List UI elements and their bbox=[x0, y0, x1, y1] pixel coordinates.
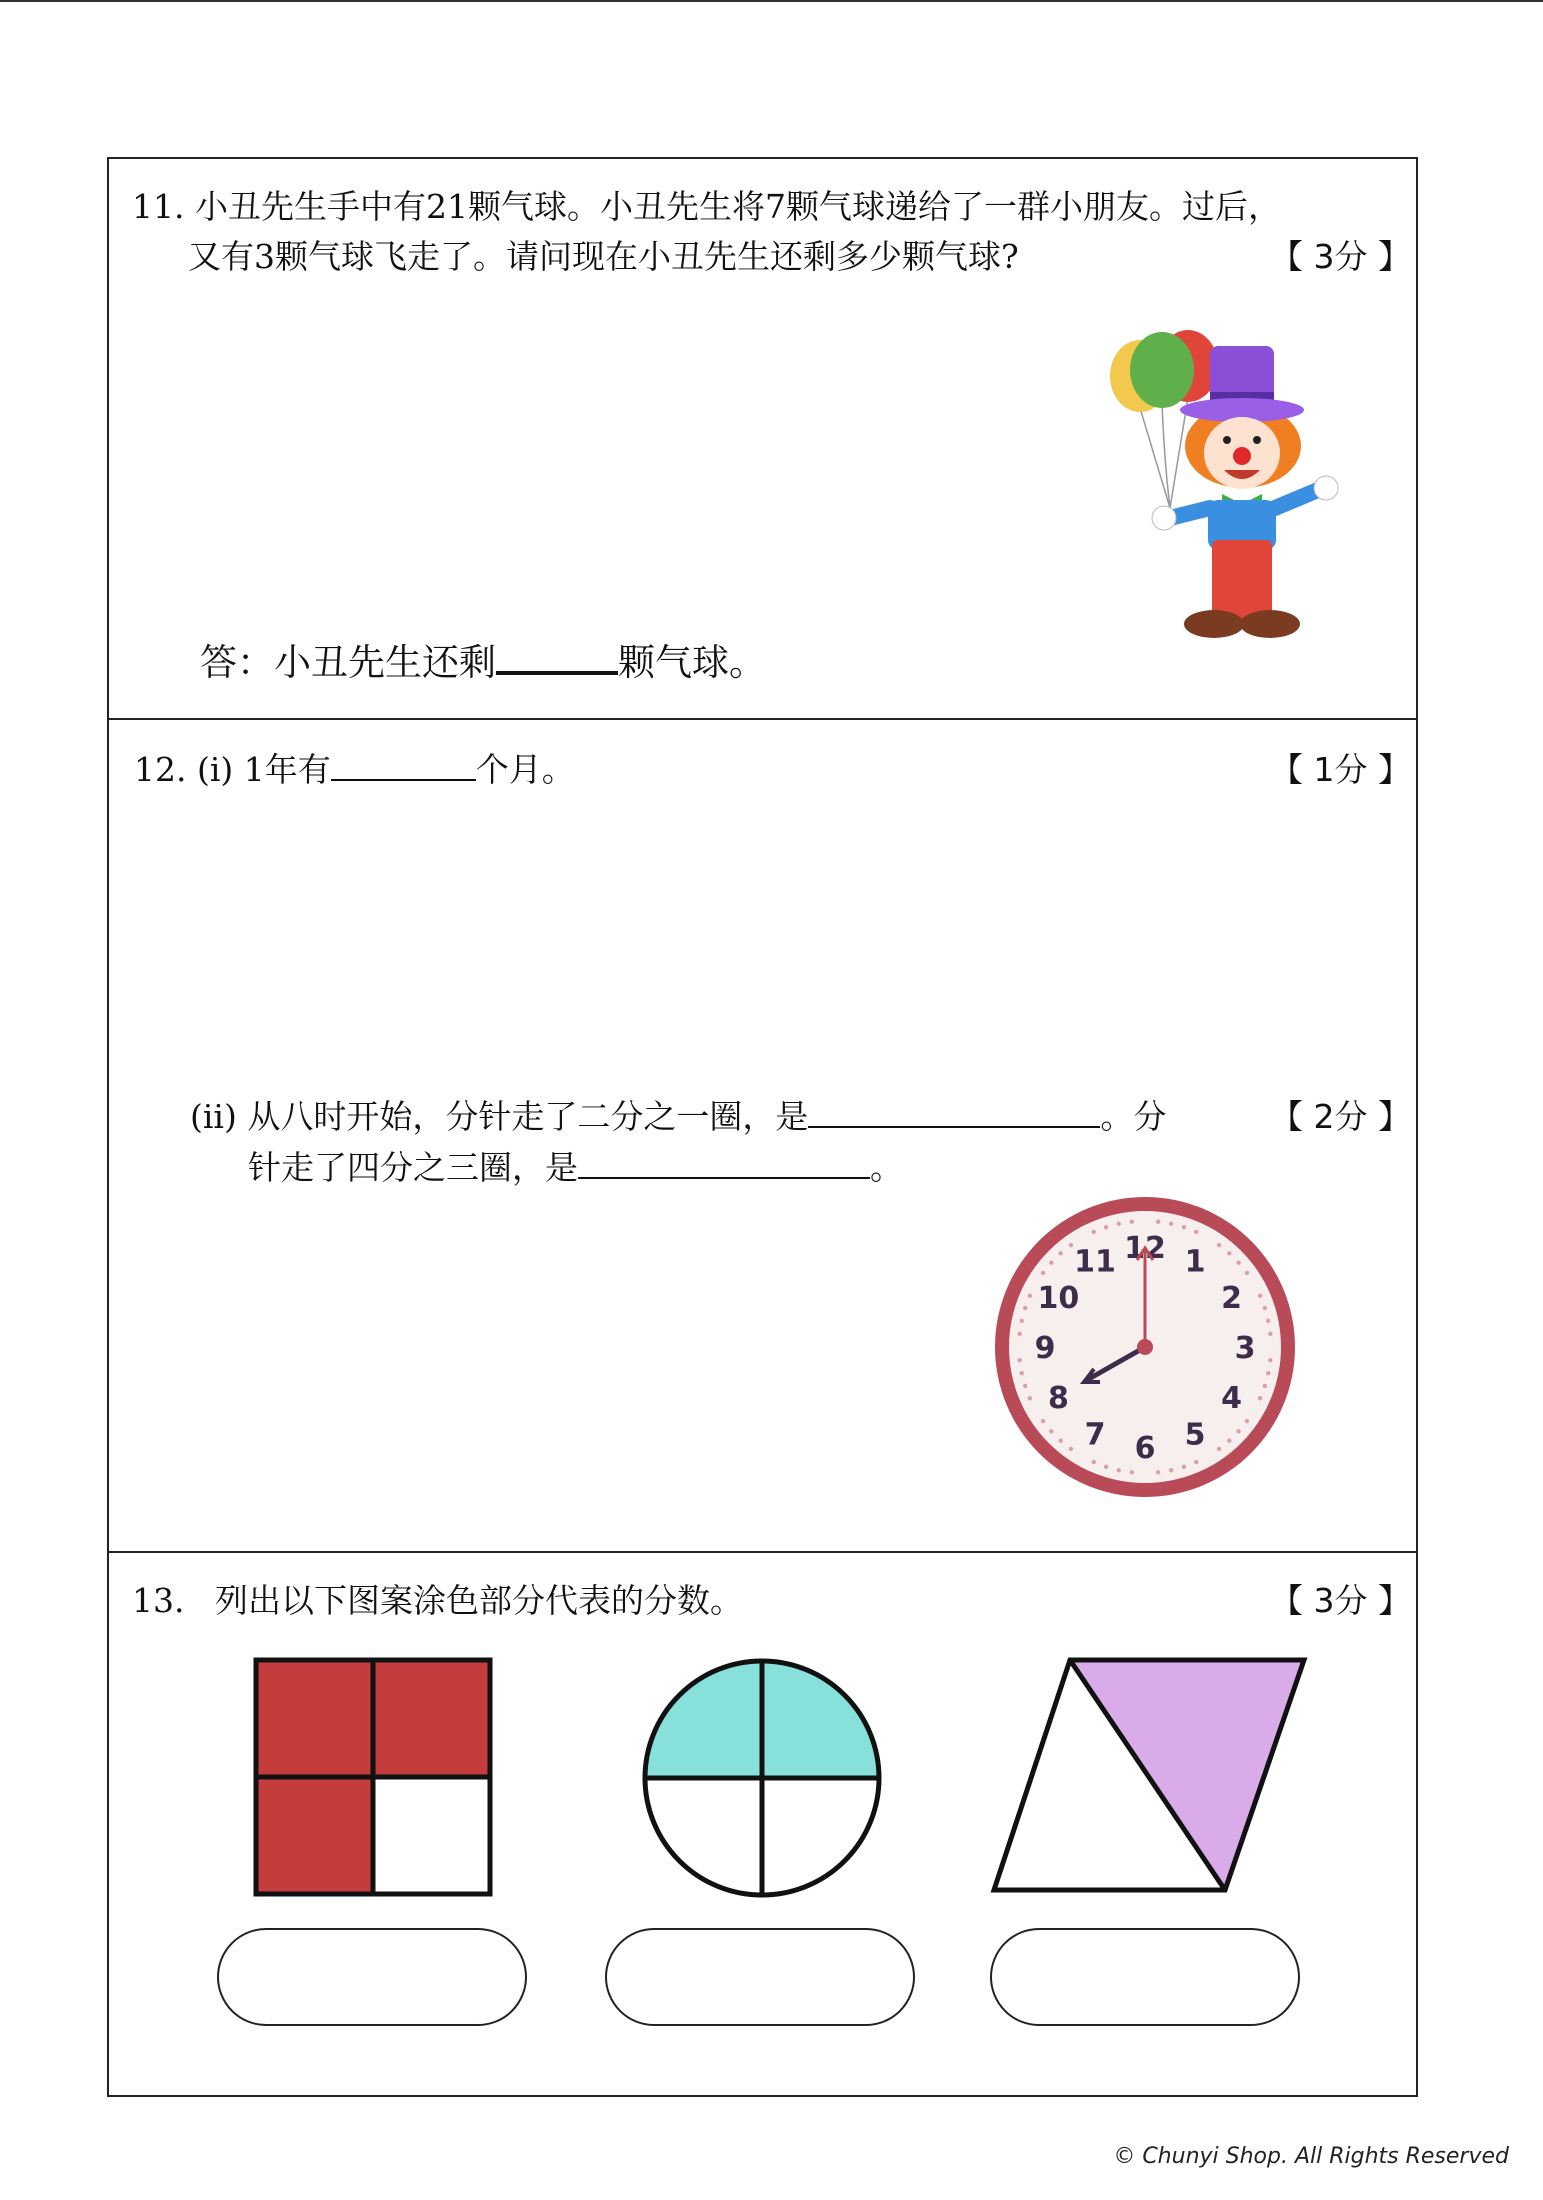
section-divider bbox=[107, 718, 1418, 720]
clock-minute-dot bbox=[1245, 1271, 1249, 1275]
square-cell-tr bbox=[373, 1660, 490, 1777]
clock-numeral: 12 bbox=[1124, 1231, 1166, 1266]
clock-minute-dot bbox=[1069, 1243, 1073, 1247]
clock-numeral: 11 bbox=[1074, 1244, 1116, 1280]
clown-arm-right bbox=[1275, 490, 1318, 508]
clock-numeral: 4 bbox=[1221, 1381, 1243, 1416]
clock-minute-dot bbox=[1258, 1396, 1262, 1400]
clock-numeral: 9 bbox=[1034, 1331, 1056, 1366]
clown-eye-left bbox=[1223, 436, 1231, 444]
q11-answer-suffix: 颗气球。 bbox=[618, 641, 766, 684]
fraction-circle bbox=[642, 1658, 882, 1898]
clown-glove-left bbox=[1152, 506, 1176, 530]
clock-numeral: 7 bbox=[1084, 1417, 1106, 1453]
clock-numeral: 8 bbox=[1047, 1381, 1069, 1416]
clock-minute-dot bbox=[1117, 1222, 1121, 1226]
square-cell-bl bbox=[256, 1777, 373, 1894]
top-rule bbox=[0, 0, 1543, 2]
clock-minute-dot bbox=[1092, 1460, 1096, 1464]
clown-illustration bbox=[1100, 318, 1360, 648]
clock-minute-dot bbox=[1236, 1429, 1240, 1433]
clock-minute-dot bbox=[1058, 1438, 1062, 1442]
section-divider bbox=[107, 1551, 1418, 1553]
clock-minute-dot bbox=[1041, 1271, 1045, 1275]
clock-minute-dot bbox=[1268, 1358, 1272, 1362]
clock-minute-dot bbox=[1041, 1419, 1045, 1423]
answer-box-square[interactable] bbox=[217, 1928, 527, 2026]
answer-box-trapezoid[interactable] bbox=[990, 1928, 1300, 2026]
clown-pants bbox=[1212, 540, 1272, 620]
clown-shoe-right bbox=[1240, 610, 1300, 638]
clock-numeral: 5 bbox=[1184, 1417, 1206, 1453]
clock-minute-dot bbox=[1263, 1384, 1267, 1388]
clock-minute-dot bbox=[1156, 1219, 1160, 1223]
q11-number: 11. bbox=[132, 187, 185, 226]
q11-line1 bbox=[132, 182, 1281, 232]
copyright-notice: © Chunyi Shop. All Rights Reserved bbox=[1113, 2144, 1509, 2169]
q13-text: 列出以下图案涂色部分代表的分数。 bbox=[214, 1581, 743, 1620]
balloon-strings bbox=[1140, 398, 1188, 508]
q12-part1-suffix: 个月。 bbox=[475, 750, 575, 789]
clock-minute-dot bbox=[1092, 1230, 1096, 1234]
q13-line bbox=[132, 1576, 743, 1626]
clock-numeral: 10 bbox=[1037, 1281, 1080, 1316]
clown-eye-right bbox=[1253, 436, 1261, 444]
q12-part2-blank1[interactable] bbox=[808, 1092, 1100, 1128]
clock-minute-dot bbox=[1023, 1384, 1027, 1388]
q12-number: 12. bbox=[134, 750, 187, 789]
trapezoid-shaded-triangle bbox=[1070, 1660, 1304, 1890]
q13-number: 13. bbox=[132, 1581, 185, 1620]
clown-glove-right bbox=[1314, 476, 1338, 500]
clock-minute-dot bbox=[1017, 1358, 1021, 1362]
clock-minute-dot bbox=[1258, 1294, 1262, 1298]
q11-answer-prefix: 答：小丑先生还剩 bbox=[200, 641, 496, 684]
q12-part1-marks: 【 1分 】 bbox=[1270, 750, 1411, 789]
q12-part2-text1: 从八时开始，分针走了二分之一圈，是 bbox=[247, 1097, 809, 1136]
clock-minute-dot bbox=[1058, 1251, 1062, 1255]
q12-part2-text2: 针走了四分之三圈，是 bbox=[248, 1148, 578, 1187]
q11-answer-line bbox=[200, 638, 766, 688]
clock-numeral: 3 bbox=[1234, 1331, 1256, 1366]
clock-minute-dot bbox=[1028, 1294, 1032, 1298]
q11-text-line2: 又有3颗气球飞走了。请问现在小丑先生还剩多少颗气球? bbox=[188, 237, 1019, 276]
clock-minute-dot bbox=[1266, 1371, 1270, 1375]
clock-minute-dot bbox=[1156, 1470, 1160, 1474]
clown-shoe-left bbox=[1184, 610, 1244, 638]
answer-box-circle[interactable] bbox=[605, 1928, 915, 2026]
clock-minute-dot bbox=[1194, 1460, 1198, 1464]
clock-minute-dot bbox=[1182, 1465, 1186, 1469]
clock-numeral: 6 bbox=[1134, 1431, 1156, 1466]
q12-part2-line1 bbox=[190, 1092, 1166, 1142]
q12-part1-line bbox=[134, 745, 575, 795]
clown-nose bbox=[1233, 447, 1251, 465]
q11-answer-blank[interactable] bbox=[496, 641, 618, 675]
clock-minute-dot bbox=[1169, 1468, 1173, 1472]
clock-minute-dot bbox=[1104, 1465, 1108, 1469]
q12-part1-prefix: 1年有 bbox=[243, 750, 331, 789]
q12-part2-text1-end: 。分 bbox=[1100, 1097, 1167, 1136]
clock-minute-dot bbox=[1263, 1306, 1267, 1310]
clock-minute-dot bbox=[1236, 1260, 1240, 1264]
q12-part2-text2-end: 。 bbox=[870, 1148, 903, 1187]
clock-minute-dot bbox=[1182, 1225, 1186, 1229]
clock-minute-dot bbox=[1130, 1219, 1134, 1223]
clock-minute-dot bbox=[1227, 1251, 1231, 1255]
clock-minute-dot bbox=[1017, 1332, 1021, 1336]
fraction-square bbox=[254, 1658, 492, 1896]
clock-minute-dot bbox=[1266, 1319, 1270, 1323]
q13-marks: 【 3分 】 bbox=[1270, 1581, 1411, 1620]
clock-minute-dot bbox=[1028, 1396, 1032, 1400]
square-cell-tl bbox=[256, 1660, 373, 1777]
q12-part2-line2 bbox=[248, 1143, 903, 1193]
clock-minute-dot bbox=[1194, 1230, 1198, 1234]
clock-minute-dot bbox=[1169, 1222, 1173, 1226]
clock-minute-dot bbox=[1104, 1225, 1108, 1229]
clock-minute-dot bbox=[1023, 1306, 1027, 1310]
clock-minute-dot bbox=[1020, 1319, 1024, 1323]
clock-minute-dot bbox=[1245, 1419, 1249, 1423]
clock-illustration bbox=[990, 1192, 1300, 1502]
clock-minute-dot bbox=[1130, 1470, 1134, 1474]
clock-minute-dot bbox=[1227, 1438, 1231, 1442]
q12-part1-label: (i) bbox=[196, 750, 234, 789]
clock-minute-dot bbox=[1069, 1447, 1073, 1451]
clock-minute-dot bbox=[1049, 1429, 1053, 1433]
clock-minute-dot bbox=[1117, 1468, 1121, 1472]
q12-part2-blank2[interactable] bbox=[578, 1143, 870, 1179]
q12-part1-blank[interactable] bbox=[331, 745, 476, 781]
square-cell-br bbox=[373, 1777, 490, 1894]
clock-numeral: 2 bbox=[1221, 1281, 1243, 1316]
balloon-green bbox=[1130, 332, 1194, 408]
clock-minute-dot bbox=[1268, 1332, 1272, 1336]
q12-part2-label: (ii) bbox=[190, 1097, 237, 1136]
clock-center bbox=[1137, 1339, 1153, 1355]
q11-text-line1: 小丑先生手中有21颗气球。小丑先生将7颗气球递给了一群小朋友。过后， bbox=[194, 187, 1281, 226]
q12-part2-marks: 【 2分 】 bbox=[1270, 1097, 1411, 1136]
clock-numeral: 1 bbox=[1184, 1244, 1206, 1280]
fraction-trapezoid bbox=[990, 1656, 1310, 1896]
clock-minute-dot bbox=[1217, 1243, 1221, 1247]
clock-minute-dot bbox=[1217, 1447, 1221, 1451]
clock-minute-dot bbox=[1049, 1260, 1053, 1264]
clock-minute-dot bbox=[1020, 1371, 1024, 1375]
q11-marks: 【 3分 】 bbox=[1270, 237, 1411, 276]
